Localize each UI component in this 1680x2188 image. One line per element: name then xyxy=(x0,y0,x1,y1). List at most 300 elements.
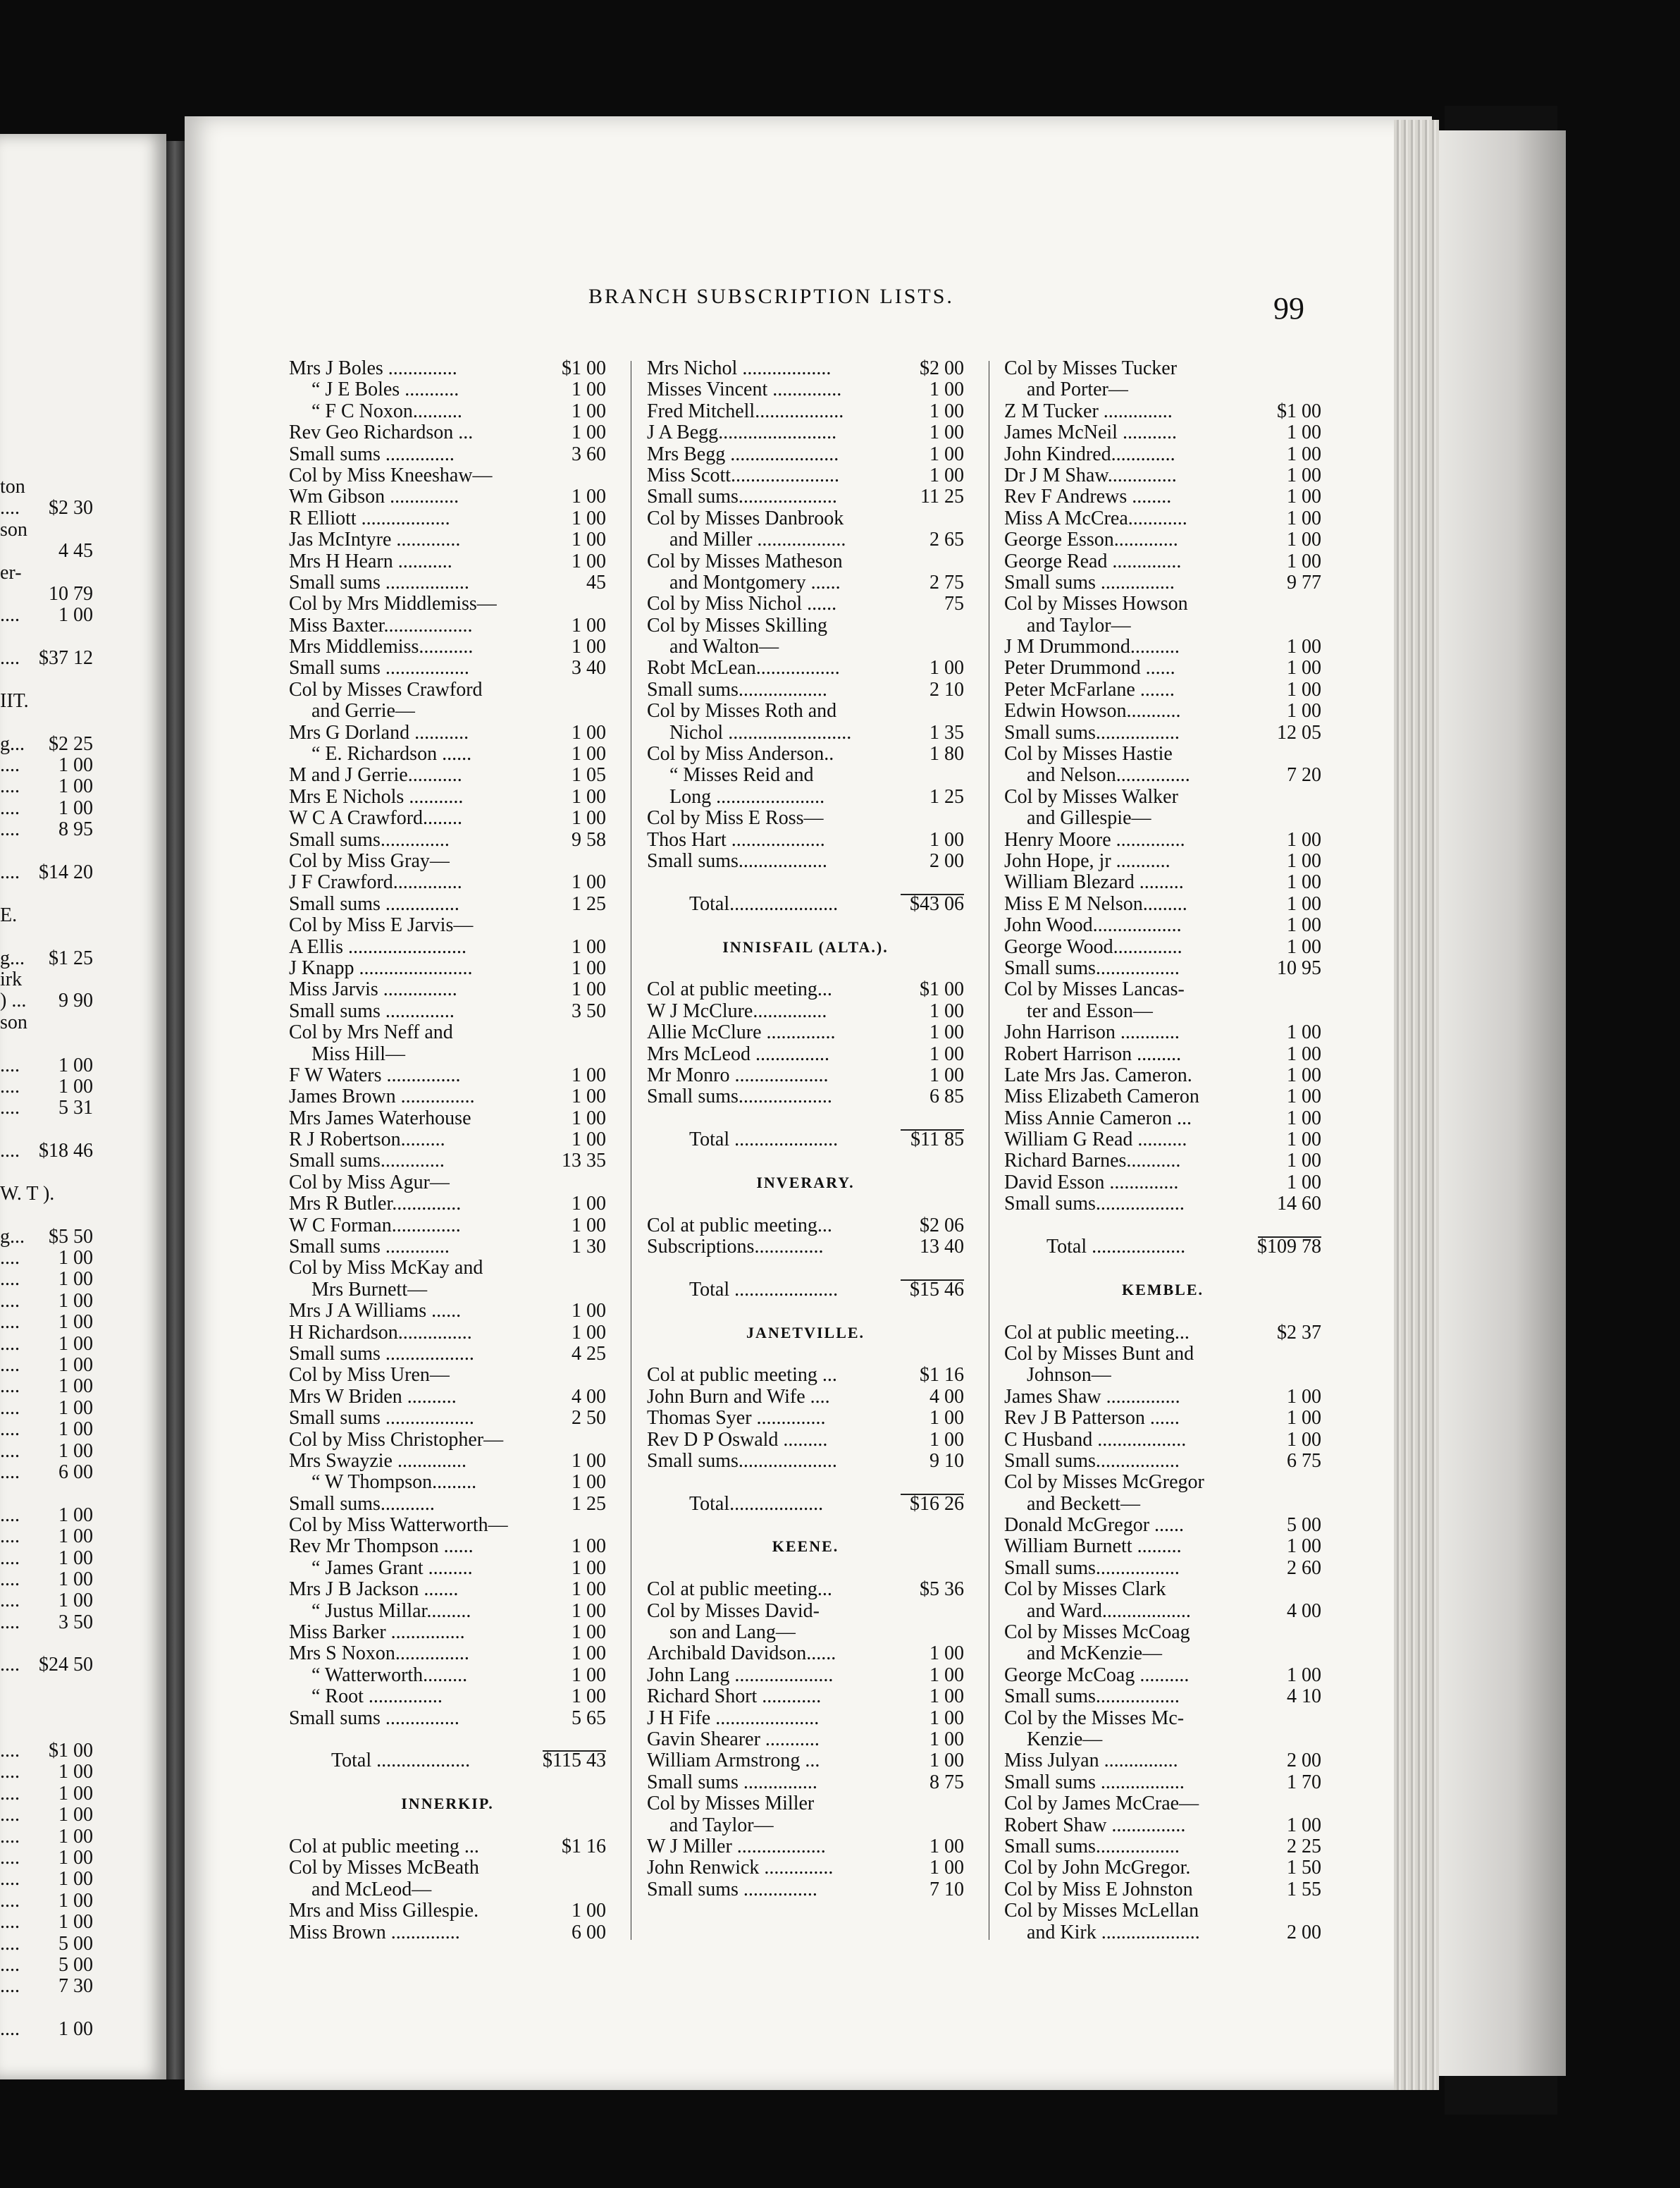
entry-name: Edwin Howson........... xyxy=(1004,700,1181,723)
entry-name: C Husband .................. xyxy=(1004,1428,1187,1451)
entry-name: Small sums ............... xyxy=(647,1878,817,1900)
entry-amount: 5 31 xyxy=(58,1097,93,1119)
entry-name: .... xyxy=(0,1761,20,1783)
list-entry xyxy=(647,1129,964,1150)
entry-amount: 1 00 xyxy=(572,785,606,808)
list-entry xyxy=(0,819,166,840)
list-entry xyxy=(1004,1172,1321,1193)
list-entry xyxy=(289,808,606,829)
list-entry xyxy=(647,1108,964,1129)
entry-amount: 1 00 xyxy=(1287,700,1321,723)
list-entry xyxy=(0,1483,166,1504)
entry-name: W. T ). xyxy=(0,1182,55,1205)
entry-amount: $18 46 xyxy=(39,1140,93,1162)
entry-amount: 1 00 xyxy=(58,2018,93,2041)
entry-amount: 1 00 xyxy=(58,1590,93,1612)
entry-name: Col by John McGregor. xyxy=(1004,1857,1191,1879)
list-entry xyxy=(0,926,166,947)
list-entry xyxy=(289,358,606,379)
entry-name: Small sums.................. xyxy=(647,678,827,701)
list-entry xyxy=(1004,744,1321,765)
list-entry xyxy=(1004,637,1321,658)
list-entry xyxy=(289,1172,606,1193)
list-entry xyxy=(0,648,166,669)
list-entry xyxy=(0,712,166,733)
list-entry xyxy=(647,358,964,379)
list-entry xyxy=(647,551,964,572)
entry-name: Col by Misses Roth and xyxy=(647,700,837,723)
entry-amount: 1 00 xyxy=(572,1471,606,1494)
list-entry xyxy=(0,1976,166,1997)
list-entry xyxy=(647,1451,964,1472)
entry-name: Small sums .............. xyxy=(289,443,455,465)
entry-amount: 1 00 xyxy=(1287,828,1321,851)
entry-name: Miss Baxter.................. xyxy=(289,614,473,637)
entry-name: Col by Misses Clark xyxy=(1004,1578,1166,1601)
entry-amount: 1 00 xyxy=(58,1247,93,1270)
list-entry xyxy=(647,915,964,936)
entry-name: Subscriptions.............. xyxy=(647,1236,824,1258)
list-entry xyxy=(647,572,964,594)
entry-amount: 1 00 xyxy=(58,1075,93,1098)
list-entry xyxy=(1004,1344,1321,1365)
entry-amount: 13 35 xyxy=(562,1150,606,1172)
entry-name: Small sums .................. xyxy=(289,1342,474,1365)
entry-name: Mrs J Boles .............. xyxy=(289,357,457,379)
entry-name: IIT. xyxy=(0,689,29,712)
list-entry xyxy=(647,1686,964,1707)
entry-name: Col by Misses McLellan xyxy=(1004,1900,1199,1922)
list-entry xyxy=(0,1162,166,1184)
list-entry xyxy=(0,1548,166,1569)
entry-name: son xyxy=(0,518,27,541)
entry-name: .... xyxy=(0,1054,20,1076)
entry-name: Col at public meeting... xyxy=(647,1214,832,1236)
entry-amount: 1 00 xyxy=(1287,464,1321,486)
entry-name: J M Drummond.......... xyxy=(1004,636,1180,658)
entry-amount: 1 00 xyxy=(929,422,964,444)
entry-amount: 1 00 xyxy=(58,797,93,819)
list-entry xyxy=(0,691,166,712)
list-entry xyxy=(1004,808,1321,829)
section-heading: INNISFAIL (ALTA.). xyxy=(722,938,889,956)
entry-name: and Ward.................. xyxy=(1027,1599,1191,1622)
entry-amount: 3 50 xyxy=(572,1000,606,1022)
list-entry xyxy=(647,1150,964,1172)
list-entry xyxy=(647,508,964,529)
list-entry xyxy=(1004,1322,1321,1344)
entry-amount: 1 00 xyxy=(929,657,964,680)
entry-amount: 1 00 xyxy=(1287,1150,1321,1172)
list-entry xyxy=(647,1536,964,1557)
entry-amount: 1 00 xyxy=(572,743,606,766)
entry-amount: 1 00 xyxy=(572,935,606,958)
list-entry xyxy=(647,937,964,958)
list-entry xyxy=(0,1055,166,1076)
entry-amount: 6 75 xyxy=(1287,1449,1321,1472)
entry-name: .... xyxy=(0,1953,20,1976)
entry-amount: 1 00 xyxy=(58,1289,93,1312)
list-entry xyxy=(289,1622,606,1643)
list-entry xyxy=(1004,1494,1321,1515)
list-entry xyxy=(647,1215,964,1236)
entry-amount: 1 00 xyxy=(58,1889,93,1912)
list-entry xyxy=(1004,787,1321,808)
list-entry xyxy=(289,637,606,658)
list-entry xyxy=(289,1686,606,1707)
entry-amount: 1 00 xyxy=(572,1449,606,1472)
list-entry xyxy=(1004,915,1321,936)
entry-name: W C Forman.............. xyxy=(289,1214,461,1236)
entry-amount: 4 00 xyxy=(929,1385,964,1408)
entry-name: g... xyxy=(0,947,25,969)
list-entry xyxy=(0,1612,166,1633)
list-entry xyxy=(647,422,964,443)
list-entry xyxy=(289,444,606,465)
entry-name: Small sums............. xyxy=(289,1150,445,1172)
list-entry xyxy=(647,1022,964,1043)
entry-amount: 1 00 xyxy=(572,1321,606,1344)
entry-amount: 1 00 xyxy=(58,1868,93,1891)
list-entry xyxy=(289,894,606,915)
entry-amount: 1 00 xyxy=(572,807,606,830)
list-entry xyxy=(647,1279,964,1301)
total-label: Total ................... xyxy=(331,1750,471,1772)
entry-amount: 1 00 xyxy=(58,1396,93,1419)
list-entry xyxy=(289,680,606,701)
entry-name: Col by Miss E Jarvis— xyxy=(289,914,474,937)
entry-amount: 1 00 xyxy=(572,957,606,979)
entry-name: Small sums ................. xyxy=(289,657,469,680)
entry-amount: 1 00 xyxy=(1287,678,1321,701)
list-entry xyxy=(1004,1001,1321,1022)
entry-amount: 1 00 xyxy=(572,1107,606,1129)
list-entry xyxy=(647,680,964,701)
list-entry xyxy=(0,1998,166,2019)
entry-name: Rev Mr Thompson ...... xyxy=(289,1535,474,1558)
entry-amount: 9 90 xyxy=(58,990,93,1012)
list-entry xyxy=(289,1643,606,1664)
entry-amount: 1 00 xyxy=(572,614,606,637)
entry-name: and Beckett— xyxy=(1027,1492,1140,1515)
entry-name: Mrs J B Jackson ....... xyxy=(289,1578,459,1601)
entry-name: Col by Misses Miller xyxy=(647,1793,815,1815)
list-entry xyxy=(289,1279,606,1301)
list-entry xyxy=(0,1633,166,1654)
entry-name: Col by Misses McBeath xyxy=(289,1857,479,1879)
entry-name: .... xyxy=(0,497,20,520)
entry-amount: 5 00 xyxy=(58,1953,93,1976)
section-heading: KEMBLE. xyxy=(1121,1280,1204,1298)
entry-name: R Elliott .................. xyxy=(289,507,450,529)
list-entry xyxy=(289,1558,606,1579)
entry-name: Small sums ............... xyxy=(647,1771,817,1793)
total-label: Total ................... xyxy=(1046,1236,1186,1258)
entry-amount: 1 00 xyxy=(572,1086,606,1108)
entry-name: .... xyxy=(0,1289,20,1312)
entry-name: Col by Misses Danbrook xyxy=(647,507,844,529)
list-entry xyxy=(1004,1044,1321,1065)
entry-name: Mrs R Butler.............. xyxy=(289,1193,462,1215)
entry-name: Mrs Begg ...................... xyxy=(647,443,839,465)
list-entry xyxy=(289,1793,606,1814)
list-entry xyxy=(289,1086,606,1107)
entry-amount: 7 30 xyxy=(58,1975,93,1998)
entry-amount: 1 00 xyxy=(929,1835,964,1857)
entry-amount: 1 00 xyxy=(572,529,606,551)
entry-name: Fred Mitchell.................. xyxy=(647,400,844,422)
list-entry xyxy=(647,658,964,679)
entry-name: Mrs Swayzie .............. xyxy=(289,1449,467,1472)
list-entry xyxy=(0,1805,166,1826)
list-entry xyxy=(647,1815,964,1836)
list-entry xyxy=(289,1451,606,1472)
list-entry xyxy=(1004,1022,1321,1043)
list-entry xyxy=(1004,1387,1321,1408)
entry-amount: 1 00 xyxy=(929,1750,964,1772)
entry-name: Johnson— xyxy=(1027,1364,1111,1387)
list-entry xyxy=(647,1836,964,1857)
entry-name: .... xyxy=(0,1547,20,1569)
entry-name: Dr J M Shaw.............. xyxy=(1004,464,1177,486)
entry-name: and McKenzie— xyxy=(1027,1642,1163,1665)
entry-name: Allie McClure .............. xyxy=(647,1021,836,1044)
entry-name: .... xyxy=(0,2018,20,2041)
list-entry xyxy=(289,615,606,637)
section-heading: JANETVILLE. xyxy=(746,1323,865,1341)
entry-name: Col at public meeting ... xyxy=(289,1835,479,1857)
entry-name: Small sums................. xyxy=(1004,957,1180,979)
list-entry xyxy=(0,1033,166,1055)
list-entry xyxy=(1004,1601,1321,1622)
entry-amount: 1 00 xyxy=(929,1043,964,1065)
entry-name: .... xyxy=(0,1439,20,1462)
entry-name: Richard Barnes........... xyxy=(1004,1150,1181,1172)
entry-name: Thos Hart ................... xyxy=(647,828,825,851)
list-entry xyxy=(1004,658,1321,679)
total-amount: $16 26 xyxy=(910,1492,964,1515)
list-entry xyxy=(289,1387,606,1408)
entry-amount: 4 25 xyxy=(572,1342,606,1365)
entry-amount: 4 45 xyxy=(58,540,93,563)
list-entry xyxy=(647,1665,964,1686)
entry-amount: 1 00 xyxy=(572,379,606,401)
list-entry xyxy=(0,1740,166,1762)
list-entry xyxy=(0,1912,166,1933)
entry-amount: 7 20 xyxy=(1287,764,1321,787)
list-entry xyxy=(289,1365,606,1386)
entry-name: .... xyxy=(0,1311,20,1334)
entry-amount: 1 00 xyxy=(58,1825,93,1848)
list-entry xyxy=(0,969,166,990)
entry-amount: 1 00 xyxy=(1287,1428,1321,1451)
running-header: BRANCH SUBSCRIPTION LISTS. xyxy=(588,285,954,308)
entry-amount: 1 00 xyxy=(58,1054,93,1076)
entry-name: .... xyxy=(0,1461,20,1483)
entry-name: and Kirk .................... xyxy=(1027,1921,1200,1943)
list-entry xyxy=(1004,401,1321,422)
list-entry xyxy=(0,798,166,819)
entry-amount: 1 00 xyxy=(58,604,93,627)
entry-amount: 13 40 xyxy=(920,1236,964,1258)
list-entry xyxy=(647,1558,964,1579)
page-stack-edge xyxy=(1394,120,1439,2090)
entry-name: “ James Grant ......... xyxy=(311,1556,473,1579)
entry-amount: 1 00 xyxy=(929,1428,964,1451)
entry-amount: $2 25 xyxy=(49,732,93,755)
list-entry xyxy=(1004,1708,1321,1729)
list-entry xyxy=(0,584,166,605)
entry-name: Col by Miss E Johnston xyxy=(1004,1878,1193,1900)
entry-name: Col by Misses Walker xyxy=(1004,785,1178,808)
list-entry xyxy=(647,1172,964,1193)
list-entry xyxy=(1004,1729,1321,1750)
list-entry xyxy=(289,1579,606,1600)
list-entry xyxy=(0,1269,166,1290)
entry-name: Col at public meeting... xyxy=(647,1578,832,1601)
entry-name: .... xyxy=(0,604,20,627)
list-entry xyxy=(0,734,166,755)
list-entry xyxy=(289,765,606,786)
entry-name: Wm Gibson .............. xyxy=(289,486,459,508)
list-entry xyxy=(0,1419,166,1440)
entry-amount: 1 00 xyxy=(572,1621,606,1644)
list-entry xyxy=(1004,615,1321,637)
entry-amount: 1 00 xyxy=(572,400,606,422)
entry-amount: 1 00 xyxy=(572,1300,606,1322)
entry-name: ) ... xyxy=(0,990,27,1012)
entry-name: and Porter— xyxy=(1027,379,1128,401)
list-entry xyxy=(647,401,964,422)
entry-name: W J Miller .................. xyxy=(647,1835,826,1857)
list-entry xyxy=(647,894,964,915)
list-entry xyxy=(1004,1236,1321,1258)
list-entry xyxy=(289,1708,606,1729)
entry-name: Small sums................. xyxy=(1004,1835,1180,1857)
entry-amount: 1 00 xyxy=(929,1685,964,1708)
entry-name: Peter Drummond ...... xyxy=(1004,657,1175,680)
entry-name: Miss Elizabeth Cameron xyxy=(1004,1086,1199,1108)
total-amount: $15 46 xyxy=(910,1278,964,1301)
list-entry xyxy=(647,1344,964,1365)
entry-amount: $1 00 xyxy=(1277,400,1321,422)
entry-amount: 10 95 xyxy=(1277,957,1321,979)
list-entry xyxy=(289,830,606,851)
entry-name: Kenzie— xyxy=(1027,1728,1103,1750)
entry-name: Gavin Shearer ........... xyxy=(647,1728,820,1750)
list-entry xyxy=(647,1793,964,1814)
total-amount: $115 43 xyxy=(543,1750,606,1772)
list-entry xyxy=(1004,594,1321,615)
list-entry xyxy=(0,477,166,498)
entry-name: .... xyxy=(0,1868,20,1891)
entry-name: Rev F Andrews ........ xyxy=(1004,486,1172,508)
entry-name: A Ellis ........................ xyxy=(289,935,467,958)
entry-amount: 1 00 xyxy=(1287,1407,1321,1430)
list-entry xyxy=(1004,1558,1321,1579)
entry-name: Col by Misses Tucker xyxy=(1004,357,1178,379)
list-entry xyxy=(1004,1815,1321,1836)
entry-name: Miss Barker ............... xyxy=(289,1621,465,1644)
entry-amount: 1 00 xyxy=(1287,422,1321,444)
entry-name: .... xyxy=(0,754,20,777)
total-label: Total ..................... xyxy=(689,1129,839,1151)
left-page xyxy=(0,134,166,2079)
list-entry xyxy=(647,1322,964,1344)
entry-amount: 1 00 xyxy=(572,871,606,894)
entry-amount: 1 00 xyxy=(1287,871,1321,894)
entry-amount: 1 00 xyxy=(58,1761,93,1783)
entry-name: Small sums.............. xyxy=(289,828,450,851)
list-entry xyxy=(1004,1279,1321,1301)
entry-amount: 1 50 xyxy=(1287,1857,1321,1879)
entry-name: .... xyxy=(0,1975,20,1998)
entry-name: John Wood.................. xyxy=(1004,914,1182,937)
entry-name: Small sums ............. xyxy=(289,1236,450,1258)
list-entry xyxy=(1004,979,1321,1000)
list-entry xyxy=(0,563,166,584)
list-entry xyxy=(1004,551,1321,572)
entry-name: .... xyxy=(0,1375,20,1398)
list-entry xyxy=(647,1579,964,1600)
list-entry xyxy=(0,1590,166,1611)
entry-amount: 2 75 xyxy=(929,571,964,594)
entry-name: Col by Misses Hastie xyxy=(1004,743,1173,766)
entry-amount: 1 00 xyxy=(58,1782,93,1805)
list-entry xyxy=(289,701,606,722)
list-entry xyxy=(1004,1750,1321,1771)
entry-amount: 1 00 xyxy=(572,1664,606,1686)
entry-amount: 1 00 xyxy=(572,1193,606,1215)
list-entry xyxy=(0,1783,166,1805)
list-entry xyxy=(289,379,606,400)
list-entry xyxy=(0,1891,166,1912)
entry-amount: 1 55 xyxy=(1287,1878,1321,1900)
entry-amount: $1 00 xyxy=(920,978,964,1001)
list-entry xyxy=(0,1762,166,1783)
entry-amount: 1 00 xyxy=(58,1268,93,1291)
list-entry xyxy=(647,1044,964,1065)
list-entry xyxy=(1004,1472,1321,1493)
entry-amount: 1 00 xyxy=(58,1504,93,1526)
list-entry xyxy=(647,1729,964,1750)
entry-amount: 1 00 xyxy=(58,775,93,798)
entry-name: Mrs Nichol .................. xyxy=(647,357,832,379)
list-entry xyxy=(1004,1643,1321,1664)
entry-amount: 1 00 xyxy=(572,1685,606,1708)
list-entry xyxy=(0,1291,166,1312)
list-entry xyxy=(647,808,964,829)
entry-amount: 1 00 xyxy=(1287,486,1321,508)
list-entry xyxy=(647,851,964,872)
entry-amount: 1 00 xyxy=(1287,914,1321,937)
list-entry xyxy=(647,465,964,486)
entry-amount: 3 50 xyxy=(58,1611,93,1633)
entry-name: .... xyxy=(0,1782,20,1805)
list-entry xyxy=(1004,465,1321,486)
entry-name: Mrs McLeod ............... xyxy=(647,1043,829,1065)
list-entry xyxy=(647,787,964,808)
entry-name: ter and Esson— xyxy=(1027,1000,1153,1022)
entry-amount: 5 00 xyxy=(58,1932,93,1955)
entry-amount: 1 00 xyxy=(1287,1043,1321,1065)
list-entry xyxy=(289,572,606,594)
entry-name: “ F C Noxon.......... xyxy=(311,400,462,422)
entry-name: Col by Miss E Ross— xyxy=(647,807,824,830)
list-entry xyxy=(647,1258,964,1279)
entry-amount: $5 36 xyxy=(920,1578,964,1601)
entry-name: William G Read .......... xyxy=(1004,1129,1187,1151)
